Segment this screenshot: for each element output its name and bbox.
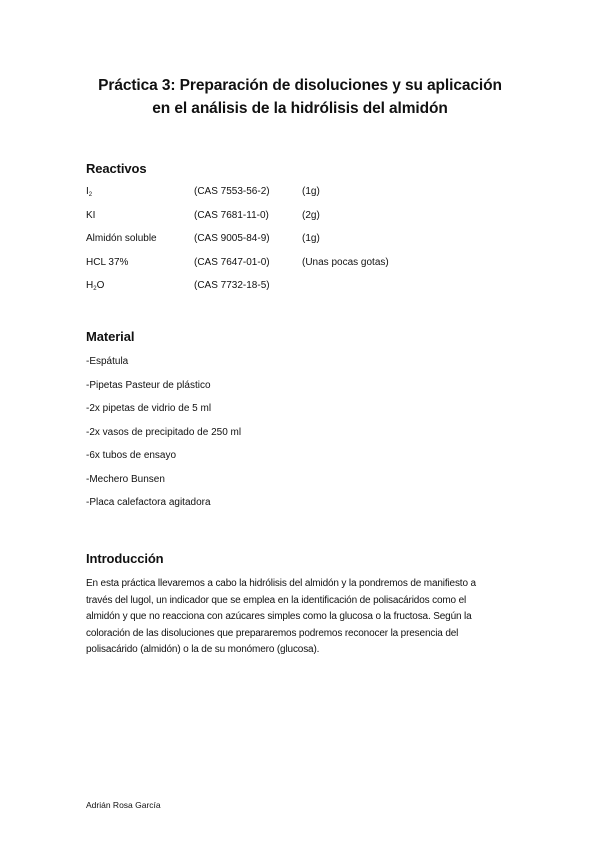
reagent-qty: (1g) xyxy=(302,233,320,244)
reagent-cas: (CAS 7732-18-5) xyxy=(194,280,270,291)
list-item: -Mechero Bunsen xyxy=(86,473,165,485)
reagent-name: KI xyxy=(86,209,96,221)
material-heading: Material xyxy=(86,329,135,344)
reagent-cas: (CAS 7647-01-0) xyxy=(194,256,270,268)
reagent-name: Almidón soluble xyxy=(86,233,157,244)
list-item: -6x tubos de ensayo xyxy=(86,450,177,461)
reagent-qty: (2g) xyxy=(302,209,320,221)
introduccion-paragraph: En esta práctica llevaremos a cabo la hidrólisis del almidón y la pondremos de manifiesto a través del lugol, un indicador que se emplea en la identificación de polisacáridos como el almidón y que no reacciona con azúcares simples como la glucosa o la fructosa. Según la coloración de las disoluciones que prepararemos podremos reconocer la presencia del polisacárido (almidón) o la de su monómero (glucosa). xyxy=(86,578,476,656)
reagent-name: $H_2O$ xyxy=(86,280,105,292)
list-item: -Espátula xyxy=(86,356,129,367)
reagent-qty: (1g) xyxy=(302,186,320,197)
introduccion-heading: Introducción xyxy=(86,551,164,566)
reagent-qty: (Unas pocas gotas) xyxy=(302,256,389,268)
list-item: -2x pipetas de vidrio de 5 ml xyxy=(86,403,212,414)
page-title xyxy=(60,74,540,120)
reagent-cas: (CAS 7681-11-0) xyxy=(194,209,269,221)
reagent-name: $I_2$ xyxy=(86,186,93,198)
list-item: -Pipetas Pasteur de plástico xyxy=(86,379,211,391)
list-item: -2x vasos de precipitado de 250 ml xyxy=(86,426,242,438)
title-line-1: Práctica 3: Preparación de disoluciones y su aplicación xyxy=(98,77,502,94)
reactivos-heading: Reactivos xyxy=(86,161,147,176)
reagent-cas: (CAS 9005-84-9) xyxy=(194,233,270,244)
footer-author: Adrián Rosa García xyxy=(86,800,161,810)
reagent-name: HCL 37% xyxy=(86,256,129,268)
material-list xyxy=(86,356,241,521)
title-line-2: en el análisis de la hidrólisis del almidón xyxy=(152,100,448,117)
reagent-cas: (CAS 7553-56-2) xyxy=(194,186,270,197)
list-item: -Placa calefactora agitadora xyxy=(86,497,211,508)
